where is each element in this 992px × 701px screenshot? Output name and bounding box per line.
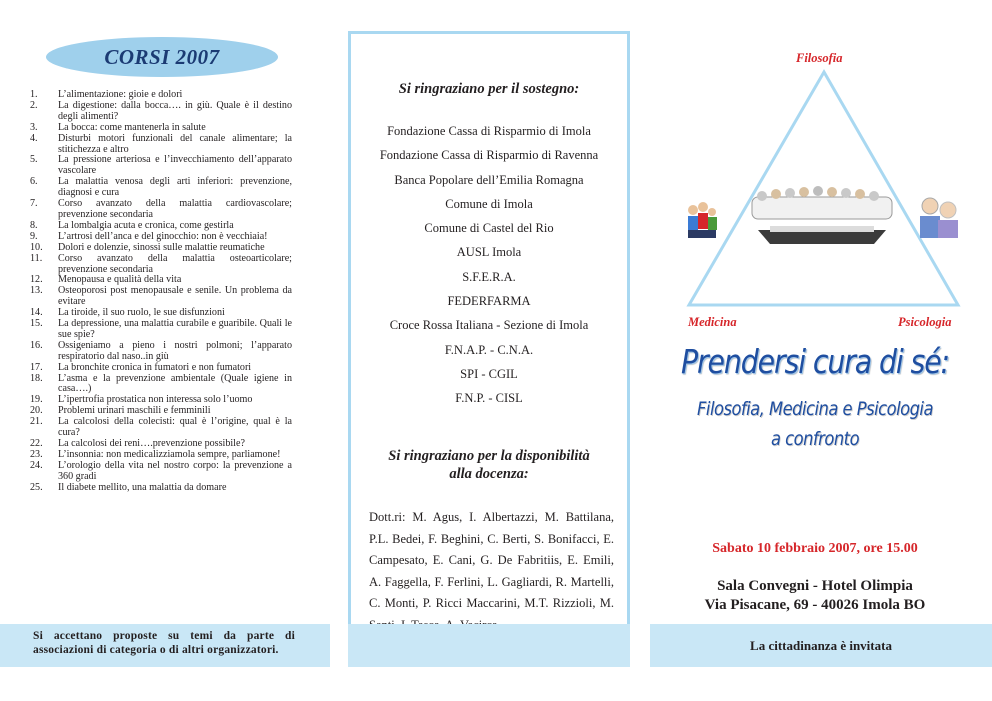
course-number: 8. — [30, 219, 38, 231]
course-number: 17. — [30, 361, 43, 373]
course-title: Osteoporosi post menopausale e senile. Un problema da evitare — [58, 285, 292, 308]
event-subtitle-line2: a confronto — [770, 428, 860, 450]
course-title: La pressione arteriosa e l’invecchiamento dell’apparato vascolare — [58, 154, 292, 177]
teachers-list: Dott.ri: M. Agus, I. Albertazzi, M. Battilana, P.L. Bedei, F. Beghini, C. Berti, S. Bonifacci, E. Campesato, E. Cani, G. De Fabritiis, E. Emili, A. Faggella, F. Ferlini, L. Gagliardi, R. Martelli, C. Monti, P. Ricci Maccarini, M.T. Rizzioli, M. — [369, 510, 614, 611]
sponsor-item: SPI - CGIL — [460, 366, 518, 381]
course-title: La malattia venosa degli arti inferiori: prevenzione, diagnosi e cura — [58, 176, 292, 199]
course-item — [30, 341, 292, 363]
course-title: L’alimentazione: gioie e dolori — [58, 89, 183, 100]
course-number: 19. — [30, 394, 43, 406]
vertex-label-philosophy: Filosofia — [796, 51, 843, 65]
teaching-heading-line1: Si ringraziano per la disponibilità — [388, 448, 590, 464]
course-item — [30, 374, 292, 396]
course-title: La tiroide, il suo ruolo, le sue disfunzioni — [58, 307, 225, 319]
acknowledgements-panel — [348, 31, 630, 624]
event-title: Prendersi cura di sé: — [681, 342, 949, 381]
disciplines-triangle — [689, 72, 958, 305]
elderly-couple-icon — [920, 198, 958, 238]
course-item — [30, 155, 292, 177]
invitation-bar — [650, 624, 992, 667]
course-number: 1. — [30, 89, 38, 100]
course-number: 10. — [30, 241, 43, 253]
course-number: 11. — [30, 252, 43, 264]
course-number: 14. — [30, 307, 43, 319]
course-title: L’asma e la prevenzione ambientale (Quale igiene in casa….) — [58, 372, 292, 395]
people-group-icon — [688, 202, 717, 238]
course-item — [30, 254, 292, 276]
course-item — [30, 123, 292, 134]
sponsor-list — [351, 119, 627, 411]
sponsor-item: Fondazione Cassa di Risparmio di Imola — [387, 124, 591, 138]
course-item — [30, 199, 292, 221]
sponsor-item: Comune di Imola — [445, 196, 533, 211]
courses-heading: CORSI 2007 — [104, 44, 220, 69]
course-item — [30, 177, 292, 199]
course-title: La bronchite cronica in fumatori e non fumatori — [58, 361, 252, 373]
course-number: 3. — [30, 121, 38, 133]
course-number: 9. — [30, 230, 38, 242]
course-number: 16. — [30, 339, 43, 351]
sponsor-item: Fondazione Cassa di Risparmio di Ravenna — [379, 148, 599, 163]
course-number: 18. — [30, 372, 43, 384]
course-title: L’ipertrofia prostatica non interessa solo l’uomo — [58, 394, 253, 406]
proposals-notice: Si accettano proposte su temi da parte di associazioni di categoria o di altri organizzatori. — [33, 630, 295, 656]
course-title: Problemi urinari maschili e femminili — [58, 405, 211, 417]
course-title: La bocca: come mantenerla in salute — [58, 121, 206, 133]
course-number: 7. — [30, 198, 38, 210]
teaching-heading-line2: alla docenza: — [449, 466, 529, 482]
sponsor-item: FEDERFARMA — [447, 294, 531, 309]
doctors-meeting-icon — [752, 186, 892, 244]
course-item — [30, 461, 292, 483]
course-title: L’artrosi dell’anca e del ginocchio: non è vecchiaia! — [58, 230, 268, 242]
support-heading: Si ringraziano per il sostegno: — [398, 81, 580, 97]
vertex-label-psychology: Psicologia — [898, 315, 952, 329]
venue-name: Sala Convegni - Hotel Olimpia — [717, 578, 913, 594]
course-title: L’insonnia: non medicalizziamola sempre, parliamone! — [58, 448, 281, 460]
course-item — [30, 417, 292, 439]
course-number: 4. — [30, 132, 38, 144]
course-number: 20. — [30, 405, 43, 417]
sponsor-item: Banca Popolare dell’Emilia Romagna — [394, 172, 584, 187]
course-title: Dolori e dolenzie, sinossi sulle malattie reumatiche — [58, 241, 265, 253]
course-number: 2. — [30, 99, 38, 111]
vertex-label-medicine: Medicina — [688, 315, 737, 329]
course-title: La calcolosi dei reni….prevenzione possibile? — [58, 438, 245, 449]
sponsor-item: Croce Rossa Italiana - Sezione di Imola — [389, 318, 589, 333]
course-number: 6. — [30, 176, 38, 188]
proposals-notice-bar — [0, 624, 330, 667]
course-title: Menopausa e qualità della vita — [58, 274, 182, 286]
course-title: La calcolosi della colecisti: qual è l’origine, qual è la cura? — [58, 416, 292, 439]
courses-heading-badge — [46, 37, 278, 77]
course-number: 21. — [30, 416, 43, 428]
course-title: Il diabete mellito, una malattia da domare — [58, 481, 227, 493]
course-title: Corso avanzato della malattia osteoarticolare; prevenzione secondaria — [58, 252, 292, 275]
course-title: L’orologio della vita nel nostro corpo: la prevenzione a 360 gradi — [58, 459, 292, 482]
course-number: 13. — [30, 285, 43, 297]
sponsor-item: AUSL Imola — [456, 245, 522, 260]
course-item — [30, 134, 292, 156]
course-title: La digestione: dalla bocca…. in giù. Quale è il destino degli alimenti? — [58, 99, 292, 122]
sponsor-item: F.N.A.P. - C.N.A. — [444, 342, 534, 357]
middle-bottom-bar — [348, 624, 630, 667]
sponsor-item: F.N.P. - CISL — [455, 391, 523, 406]
course-item — [30, 483, 292, 494]
sponsor-item: Comune di Castel del Rio — [424, 221, 554, 236]
course-item — [30, 363, 292, 374]
course-number: 5. — [30, 154, 38, 166]
course-number: 22. — [30, 438, 43, 449]
sponsor-item: S.F.E.R.A. — [462, 269, 516, 284]
course-number: 12. — [30, 274, 43, 286]
course-title: La lombalgia acuta e cronica, come gestirla — [58, 219, 234, 231]
course-number: 25. — [30, 481, 43, 493]
course-item — [30, 243, 292, 254]
course-item — [30, 286, 292, 308]
course-number: 23. — [30, 448, 43, 460]
course-number: 24. — [30, 459, 43, 471]
course-title: Ossigeniamo a pieno i nostri polmoni; l’apparato respiratorio dal naso..in giù — [58, 339, 292, 362]
course-number: 15. — [30, 318, 43, 330]
course-title: Corso avanzato della malattia cardiovascolare; prevenzione secondaria — [58, 198, 292, 220]
event-subtitle-line1: Filosofia, Medicina e Psicologia — [697, 398, 933, 420]
course-item — [30, 101, 292, 123]
course-title: Disturbi motori funzionali del canale alimentare; la stitichezza e altro — [58, 132, 292, 155]
course-title: La depressione, una malattia curabile e guaribile. Quali le sue spie? — [58, 318, 292, 340]
venue-address: Via Pisacane, 69 - 40026 Imola BO — [704, 597, 926, 613]
event-date: Sabato 10 febbraio 2007, ore 15.00 — [712, 541, 918, 556]
course-list — [30, 90, 292, 494]
course-item — [30, 319, 292, 341]
invitation-text: La cittadinanza è invitata — [750, 637, 892, 653]
